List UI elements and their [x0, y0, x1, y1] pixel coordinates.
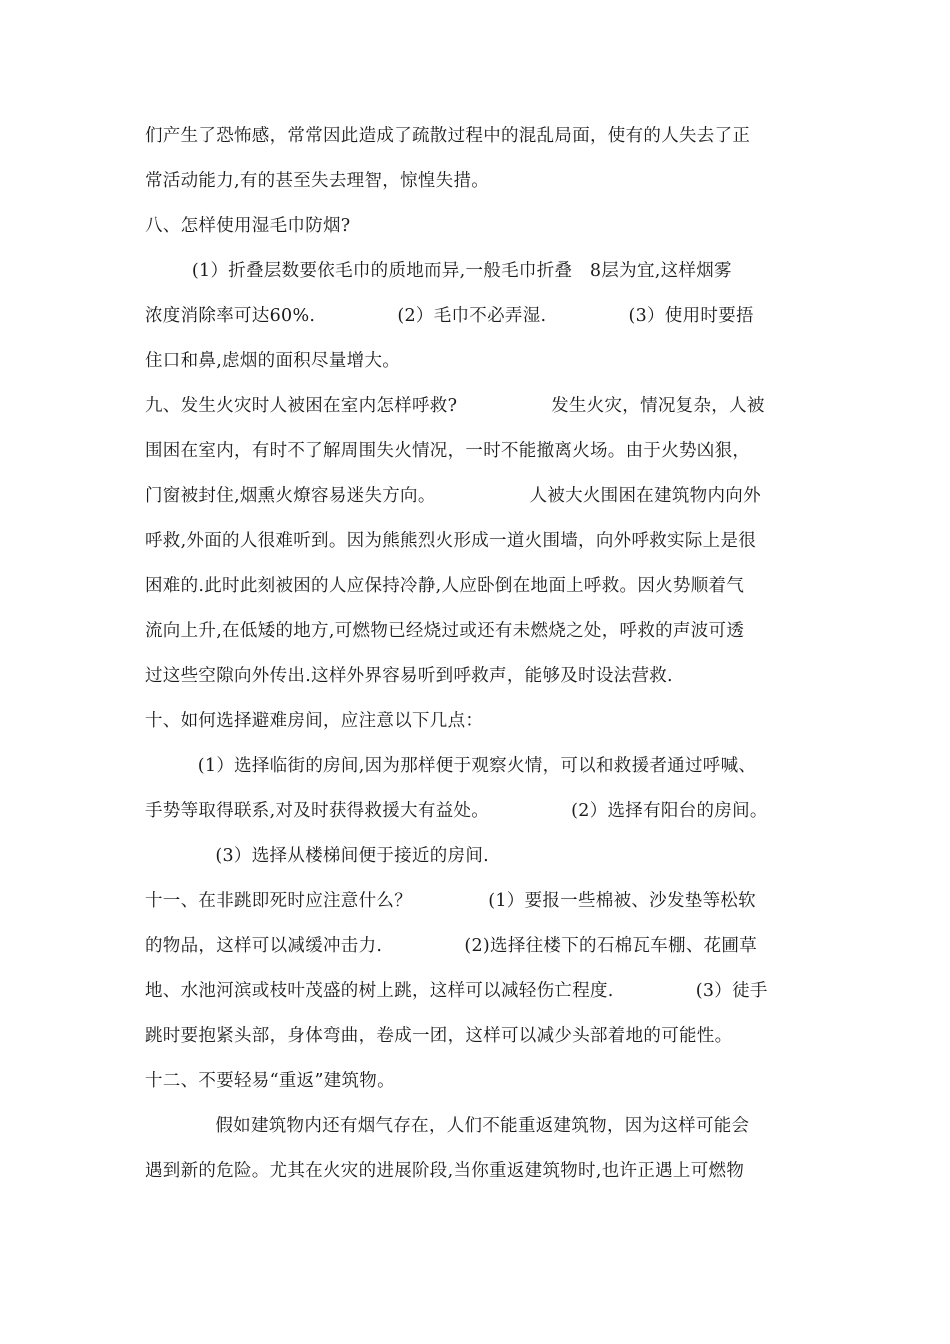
text-line: 跳时要抱紧头部，身体弯曲，卷成一团，这样可以减少头部着地的可能性。: [145, 1026, 733, 1046]
text-line: 门窗被封住,烟熏火燎容易迷失方向。 人被大火围困在建筑物内向外: [145, 486, 761, 506]
text-line: (1）选择临街的房间,因为那样便于观察火情，可以和救援者通过呼喊、: [145, 756, 757, 776]
text-line: 过这些空隙向外传出.这样外界容易听到呼救声，能够及时设法营救.: [145, 666, 673, 686]
text-line: 手势等取得联系,对及时获得救援大有益处。 (2）选择有阳台的房间。: [145, 801, 768, 821]
text-line: (3）选择从楼梯间便于接近的房间.: [145, 846, 489, 866]
section-heading: 十、如何选择避难房间，应注意以下几点：: [145, 711, 484, 731]
text-line: 遇到新的危险。尤其在火灾的进展阶段,当你重返建筑物时,也许正遇上可燃物: [145, 1161, 745, 1181]
text-line: 浓度消除率可达60%. (2）毛巾不必弄湿. (3）使用时要捂: [145, 306, 754, 326]
text-line: 常活动能力,有的甚至失去理智，惊惶失措。: [145, 171, 490, 191]
text-line: 的物品，这样可以减缓冲击力. (2)选择往楼下的石棉瓦车棚、花圃草: [145, 936, 758, 956]
section-heading: 九、发生火灾时人被困在室内怎样呼救? 发生火灾，情况复杂，人被: [145, 396, 765, 416]
section-heading: 八、怎样使用湿毛巾防烟?: [145, 216, 351, 236]
text-line: (1）折叠层数要依毛巾的质地而异,一般毛巾折叠 8层为宜,这样烟雾: [145, 261, 732, 281]
text-line: 住口和鼻,虑烟的面积尽量增大。: [145, 351, 401, 371]
section-heading: 十一、在非跳即死时应注意什么？ (1）要报一些棉被、沙发垫等松软: [145, 891, 756, 911]
text-line: 们产生了恐怖感，常常因此造成了疏散过程中的混乱局面，使有的人失去了正: [145, 126, 751, 146]
text-line: 流向上升,在低矮的地方,可燃物已经烧过或还有未燃烧之处，呼救的声波可透: [145, 621, 745, 641]
text-line: 围困在室内，有时不了解周围失火情况，一时不能撤离火场。由于火势凶狠，: [145, 441, 751, 461]
text-line: 困难的.此时此刻被困的人应保持冷静,人应卧倒在地面上呼救。因火势顺着气: [145, 576, 745, 596]
section-heading: 十二、不要轻易“重返”建筑物。: [145, 1071, 395, 1091]
text-line: 呼救,外面的人很难听到。因为熊熊烈火形成一道火围墙，向外呼救实际上是很: [145, 531, 757, 551]
text-line: 假如建筑物内还有烟气存在，人们不能重返建筑物，因为这样可能会: [145, 1116, 750, 1136]
text-line: 地、水池河滨或枝叶茂盛的树上跳，这样可以减轻伤亡程度. (3）徒手: [145, 981, 768, 1001]
